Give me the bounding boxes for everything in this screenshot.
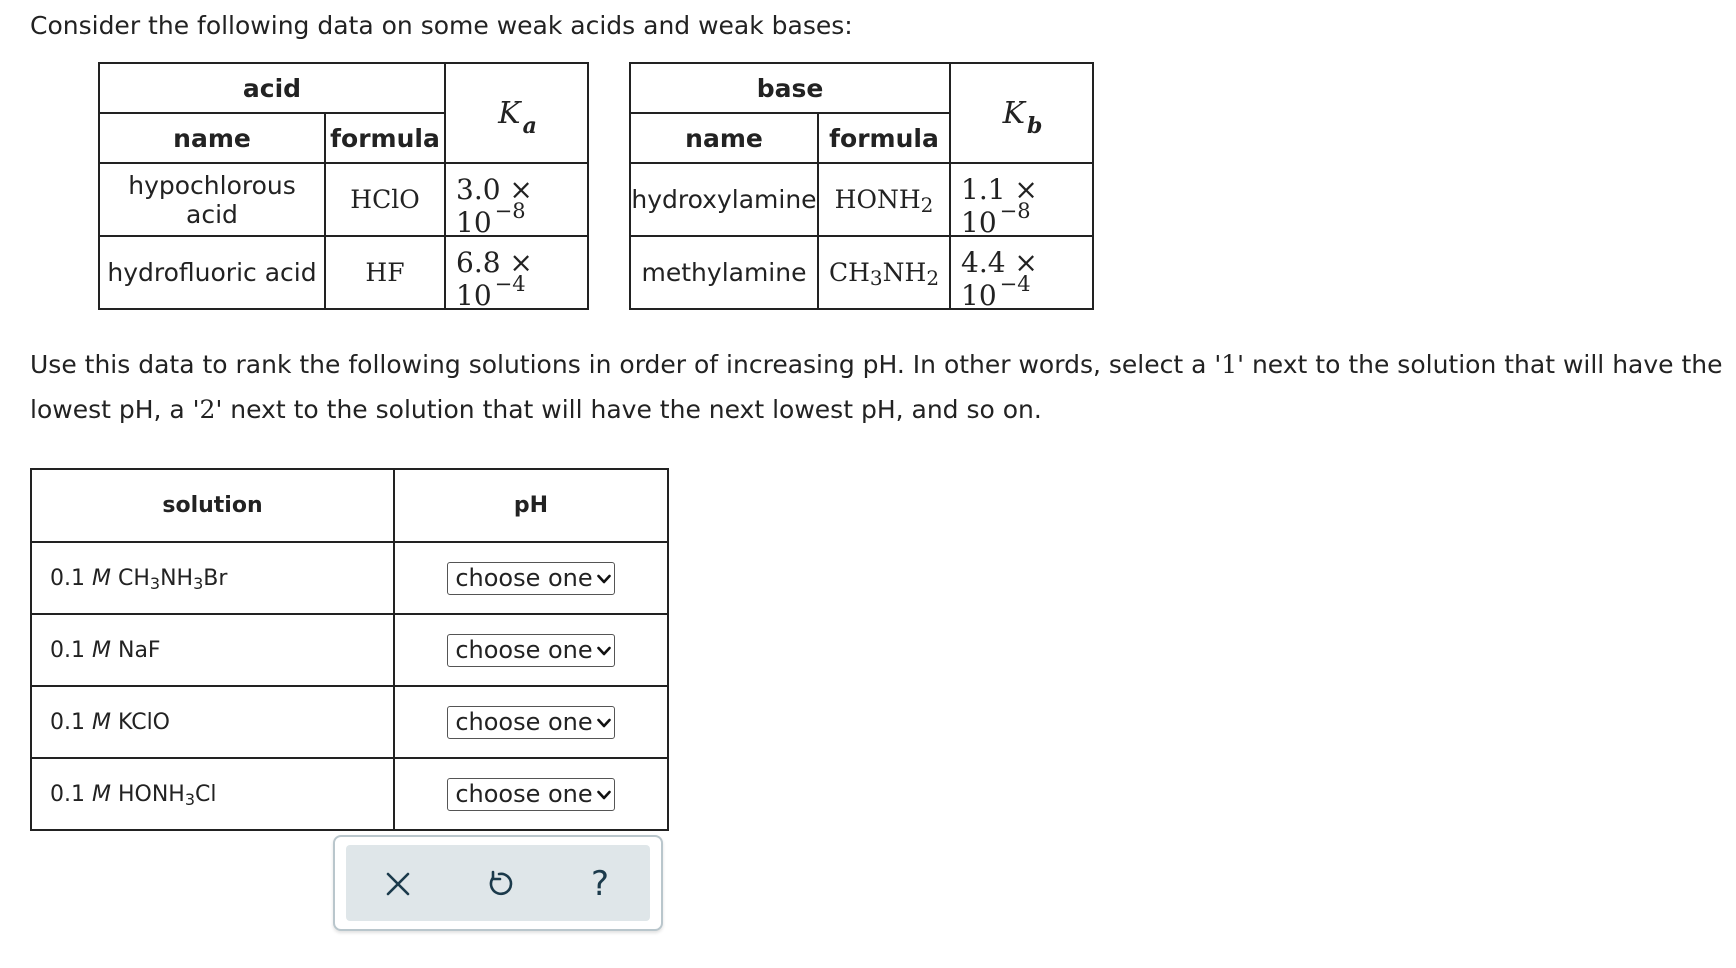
chevron-down-icon [596,787,612,803]
solution-row [31,542,668,614]
chevron-down-icon [596,643,612,659]
ph-rank-select[interactable] [447,562,614,595]
undo-button[interactable] [477,862,521,906]
solution-label: 0.1 M NaF [31,614,394,686]
ka-symbol: K [498,95,521,131]
solution-row [31,686,668,758]
ph-cell [394,686,668,758]
base-formula-header: formula [818,113,950,163]
base-name: methylamine [630,236,818,309]
undo-icon [477,862,521,906]
base-name-header: name [630,113,818,163]
solution-label: 0.1 M $CH_3NH_3Br$ [31,542,394,614]
intro-text: Consider the following data on some weak acids and weak bases: [30,11,853,40]
solution-header: solution [31,469,394,542]
ph-rank-select[interactable] [447,634,614,667]
kb-header [950,63,1093,163]
base-formula: $CH_3NH_2$ [818,236,950,309]
ph-cell [394,542,668,614]
clear-answer-button[interactable] [376,862,420,906]
acid-name: hydrofluoric acid [99,236,325,309]
acid-row [99,236,588,309]
acid-name-header: name [99,113,325,163]
help-button[interactable] [578,862,622,906]
answer-action-bar [333,835,663,931]
ph-cell [394,614,668,686]
action-bar-inner [346,845,650,921]
base-row [630,236,1093,309]
base-name: hydroxylamine [630,163,818,236]
base-kb-value: 4.4 × 10 $^{-4}$ [950,236,1093,309]
acid-group-header: acid [99,63,445,113]
base-row [630,163,1093,236]
ka-header [445,63,588,163]
solution-label: 0.1 M KClO [31,686,394,758]
acid-name: hypochlorous acid [99,163,325,236]
acid-formula-header: formula [325,113,445,163]
ph-rank-select[interactable] [447,706,614,739]
acid-ka-value: 3.0 × 10 $^{-8}$ [445,163,588,236]
acid-table [98,62,589,310]
select-label: choose one [455,779,593,808]
ranking-table [30,468,669,831]
acid-formula: HClO [325,163,445,236]
solution-label: 0.1 M $HONH_3Cl$ [31,758,394,830]
kb-symbol: K [1002,95,1026,131]
chevron-down-icon [596,715,612,731]
solution-row [31,758,668,830]
select-label: choose one [455,635,593,664]
acid-row [99,163,588,236]
kb-subscript: b [1027,112,1043,139]
instructions-text: Use this data to rank the following solutions in order of increasing pH. In other words, select a '1' next to the solution that will have the lowest pH, a '2' next to the solution that will have the next lowest pH, and so on. [30,350,1723,424]
acid-formula: HF [325,236,445,309]
base-formula: $HONH_2$ [818,163,950,236]
base-group-header: base [630,63,950,113]
ka-subscript: a [522,112,537,139]
acid-ka-value: 6.8 × 10 $^{-4}$ [445,236,588,309]
base-table [629,62,1094,310]
chevron-down-icon [596,571,612,587]
select-label: choose one [455,563,593,592]
base-kb-value: 1.1 × 10 $^{-8}$ [950,163,1093,236]
ph-rank-select[interactable] [447,778,614,811]
question-icon: ? [590,864,610,904]
solution-row [31,614,668,686]
ph-header: pH [394,469,668,542]
ph-cell [394,758,668,830]
x-icon [376,862,420,906]
select-label: choose one [455,707,593,736]
